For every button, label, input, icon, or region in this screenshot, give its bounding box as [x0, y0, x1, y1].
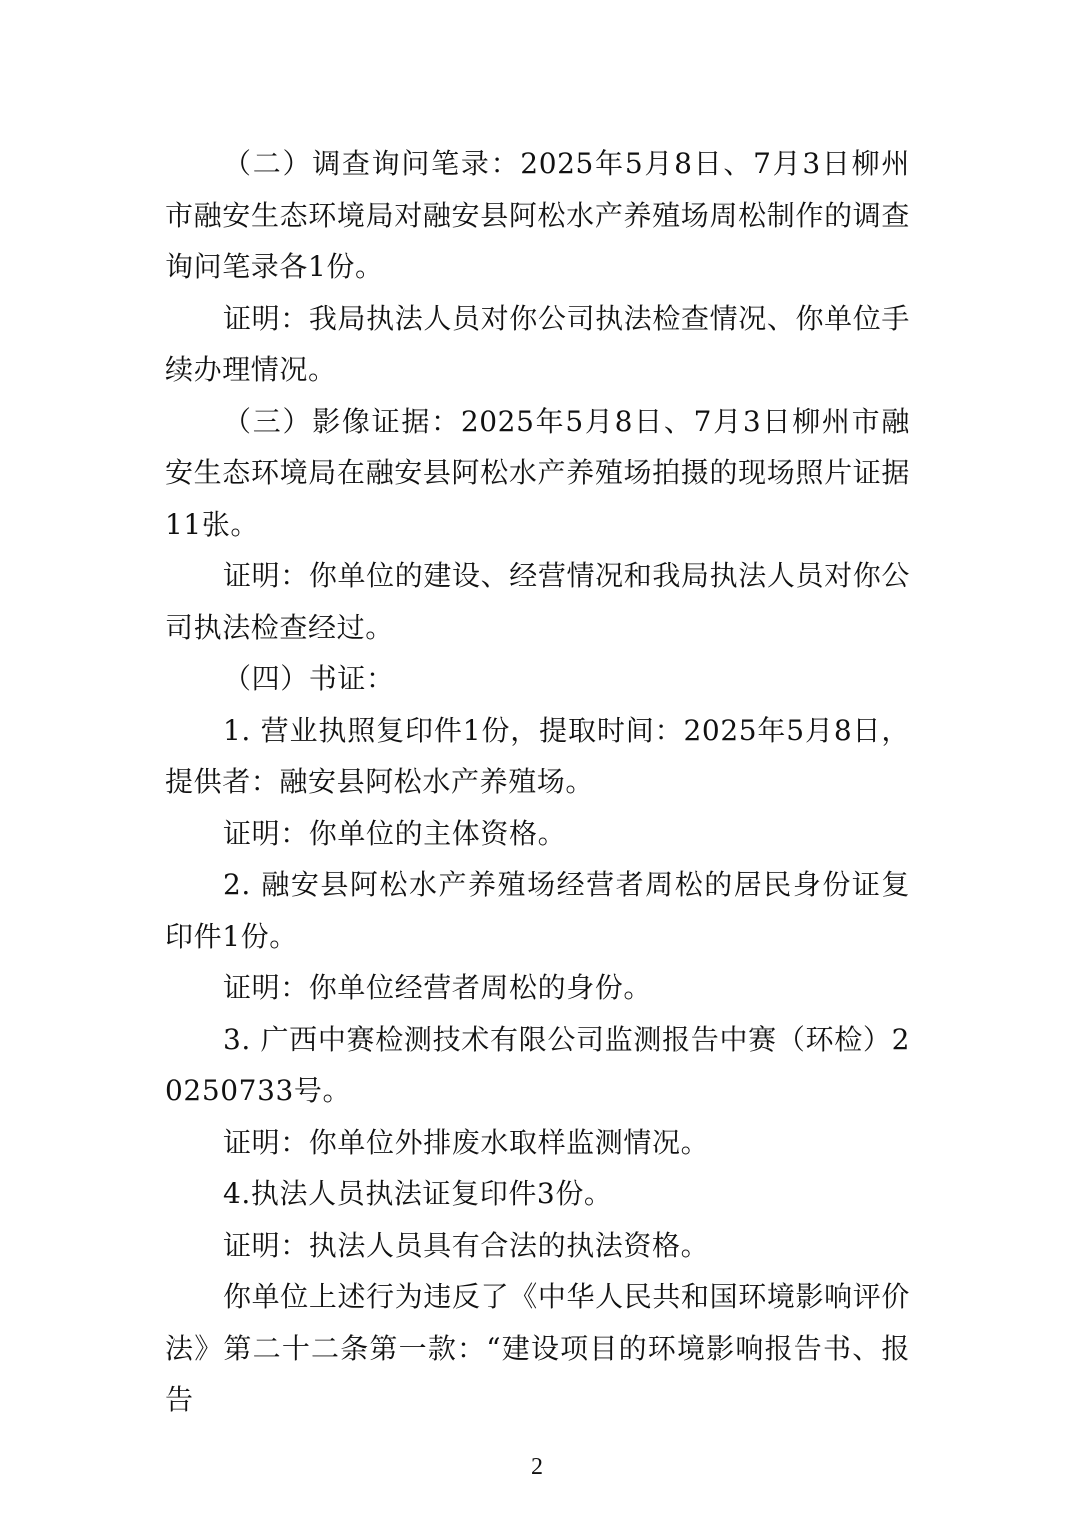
paragraph-monitoring-report: 3. 广西中赛检测技术有限公司监测报告中赛（环检）20250733号。 — [165, 1022, 910, 1107]
paragraph-business-license: 1. 营业执照复印件1份，提取时间：2025年5月8日，提供者：融安县阿松水产养殖场。 — [165, 713, 910, 798]
paragraph-proof-4: 证明：你单位经营者周松的身份。 — [223, 971, 653, 1004]
paragraph-violation-statement: 你单位上述行为违反了《中华人民共和国环境影响评价法》第二十二条第一款：“建设项目的环境影响报告书、报告 — [165, 1280, 910, 1416]
page-number: 2 — [531, 1454, 543, 1480]
paragraph-image-evidence: （三）影像证据：2025年5月8日、7月3日柳州市融安生态环境局在融安县阿松水产养殖场拍摄的现场照片证据11张。 — [165, 404, 910, 541]
paragraph-id-card-copy: 2. 融安县阿松水产养殖场经营者周松的居民身份证复印件1份。 — [165, 868, 910, 953]
paragraph-proof-6: 证明：执法人员具有合法的执法资格。 — [223, 1228, 710, 1262]
paragraph-proof-5: 证明：你单位外排废水取样监测情况。 — [223, 1125, 710, 1159]
paragraph-enforcement-certificates: 4.执法人员执法证复印件3份。 — [223, 1177, 613, 1210]
paragraph-interview-records: （二）调查询问笔录：2025年5月8日、7月3日柳州市融安生态环境局对融安县阿松水产养殖场周松制作的调查询问笔录各1份。 — [165, 147, 910, 283]
paragraph-proof-1: 证明：我局执法人员对你公司执法检查情况、你单位手续办理情况。 — [165, 301, 910, 386]
paragraph-proof-2: 证明：你单位的建设、经营情况和我局执法人员对你公司执法检查经过。 — [165, 559, 910, 644]
paragraph-documentary-evidence-heading: （四）书证： — [223, 662, 395, 695]
paragraph-proof-3: 证明：你单位的主体资格。 — [223, 816, 567, 850]
document-body — [165, 138, 910, 1426]
